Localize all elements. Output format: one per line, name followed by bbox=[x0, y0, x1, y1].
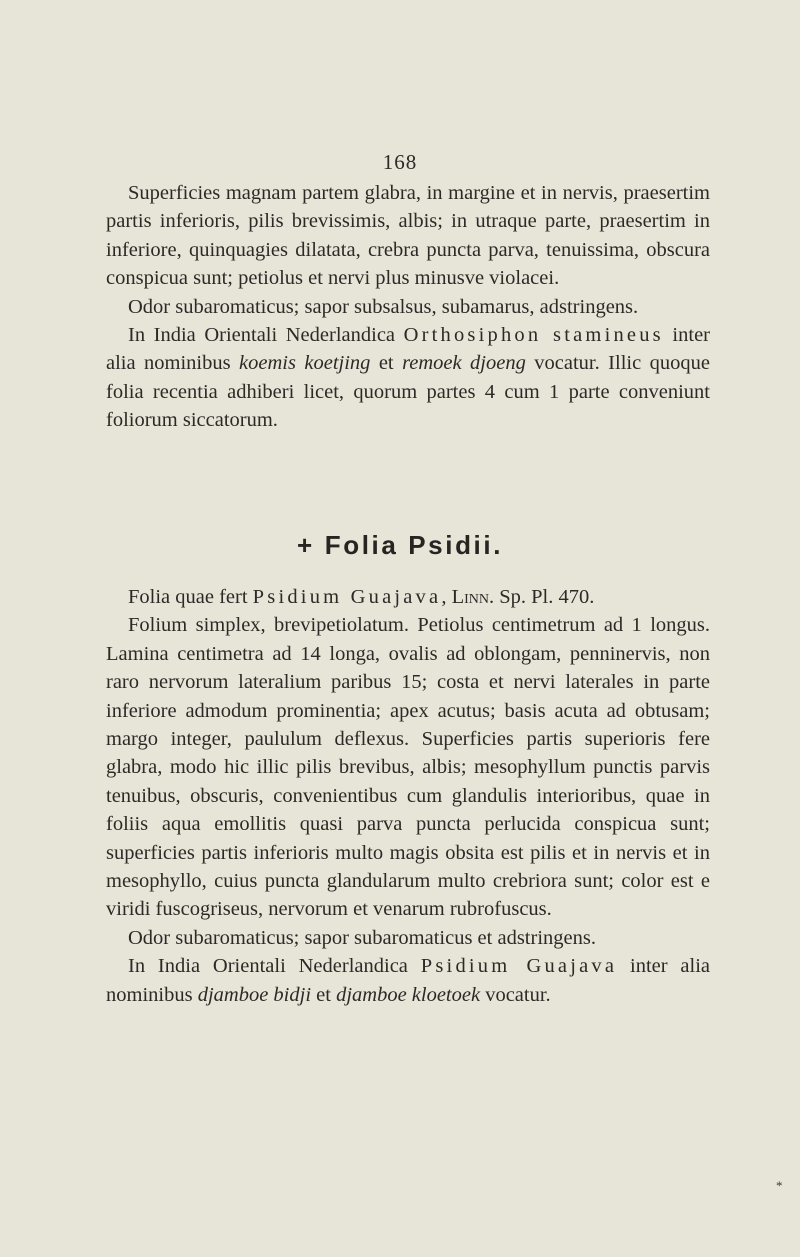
species-name: Psidium Guajava bbox=[420, 955, 618, 978]
section-heading bbox=[0, 530, 800, 561]
species-name: Orthosiphon stamineus bbox=[403, 324, 664, 347]
margin-mark: * bbox=[776, 1178, 783, 1193]
folia-psidii-section bbox=[106, 583, 710, 1009]
paragraph-native-names bbox=[106, 952, 710, 1009]
text-run: Folia quae fert bbox=[128, 586, 253, 608]
cross-marker: + bbox=[296, 530, 315, 560]
text-run: In India Orientali Nederlandica bbox=[128, 955, 421, 978]
species-name: Psidium Guajava bbox=[252, 586, 442, 608]
paragraph-odor-taste: Odor subaromaticus; sapor subsalsus, subamarus, adstringens. bbox=[128, 295, 639, 318]
author-abbreviation: Linn. bbox=[451, 586, 495, 608]
paragraph-odor-taste: Odor subaromaticus; sapor subaromaticus et adstringens. bbox=[128, 926, 596, 949]
paragraph-surface-description: Superficies magnam partem glabra, in margine et in nervis, praesertim partis inferioris, pilis brevissimis, albis; in utraque parte, praesertim in inferiore, quinquagies dilatata, crebra puncta parva, tenuissima, obscura conspicua sunt; petiolus et nervi plus minusve violacei. bbox=[106, 182, 710, 290]
text-run: In India Orientali Nederlandica bbox=[128, 324, 404, 347]
section-title: Folia Psidii. bbox=[324, 530, 504, 560]
text-run: et bbox=[370, 352, 403, 375]
text-run: et bbox=[311, 983, 337, 1006]
text-run: Sp. Pl. 470. bbox=[494, 586, 595, 608]
text-run: vocatur. bbox=[480, 983, 551, 1006]
native-name: koemis koetjing bbox=[239, 352, 371, 375]
text-run: vocatur. Illic quoque folia recentia adhiberi licet, quorum partes 4 cum 1 parte conveniunt foliorum siccatorum. bbox=[106, 352, 710, 432]
paragraph-native-names bbox=[106, 321, 710, 435]
native-name: remoek djoeng bbox=[402, 352, 526, 375]
text-run: inter alia nominibus bbox=[106, 324, 710, 375]
text-run: , bbox=[441, 586, 452, 608]
native-name: djamboe kloetoek bbox=[336, 983, 481, 1006]
paragraph-source bbox=[106, 583, 710, 611]
paragraph-leaf-description: Folium simplex, brevipetiolatum. Petiolus centimetrum ad 1 longus. Lamina centimetra ad 14 longa, ovalis ad oblongam, penninervis, non raro nervorum lateralium paribus 15; costa et nervi laterales in parte inferiore admodum prominentia; apex acutus; basis acuta ad obtusam; margo integer, paululum deflexus. Superficies partis superioris fere glabra, modo hic illic pilis brevibus, albis; mesophyllum punctis parvis tenuibus, obscuris, convenientibus cum glandulis interioribus, quae in foliis aqua emollitis quasi parva puncta perlucida conspicua sunt; superficies partis inferioris multo magis obsita est pilis et in nervis et in mesophyllo, cuius puncta glandularum multo crebriora sunt; color est e viridi fuscogriseus, nervorum et venarum rubrofuscus. bbox=[106, 614, 710, 921]
page-number: 168 bbox=[382, 150, 418, 174]
continued-section bbox=[106, 179, 710, 435]
text-run: inter alia nominibus bbox=[106, 955, 711, 1006]
native-name: djamboe bidji bbox=[197, 983, 312, 1006]
